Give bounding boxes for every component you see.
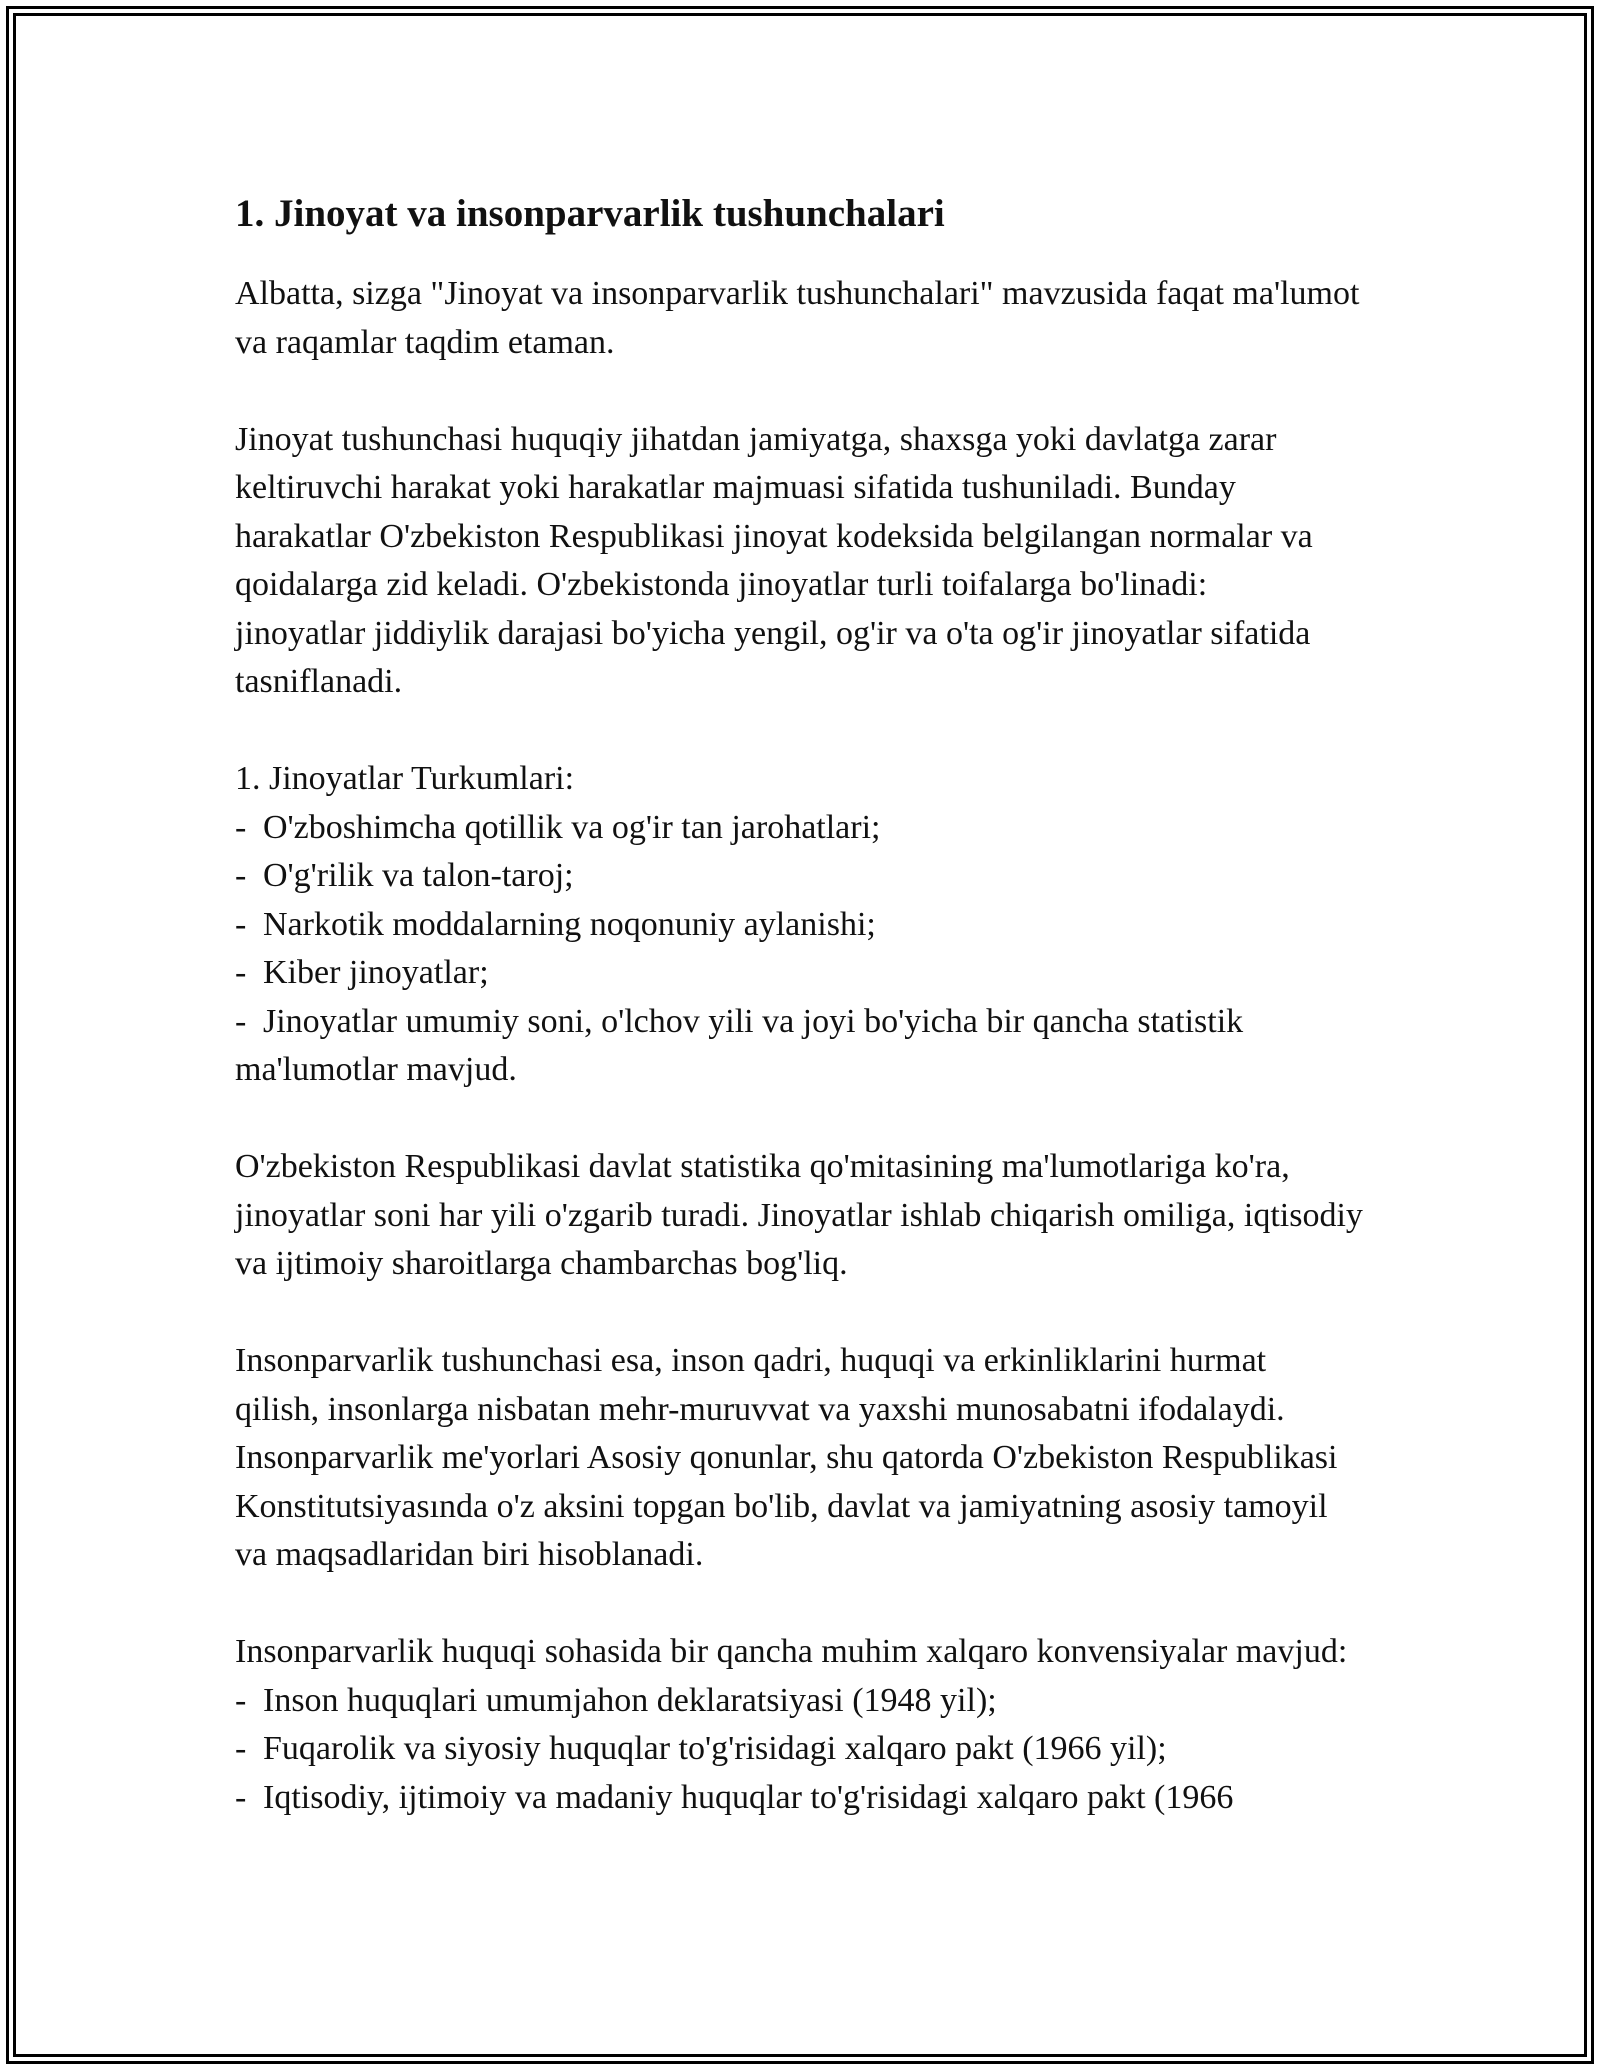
bullet-dash: - xyxy=(235,1730,247,1767)
document-title: 1. Jinoyat va insonparvarlik tushunchalari xyxy=(235,192,945,235)
conventions-intro: Insonparvarlik huquqi sohasida bir qancha muhim xalqaro konvensiyalar mavjud: xyxy=(235,1633,1348,1670)
conventions-list xyxy=(235,1677,1365,1823)
list-item-text: O'g'rilik va talon-taroj; xyxy=(263,857,574,894)
list-item-text: Narkotik moddalarning noqonuniy aylanishi; xyxy=(263,905,876,943)
crime-categories-list xyxy=(235,804,1365,1047)
bullet-dash: - xyxy=(235,954,247,991)
list-item xyxy=(235,1725,1365,1774)
paragraph-gap xyxy=(235,1580,1365,1629)
list-item-text: Iqtisodiy, ijtimoiy va madaniy huquqlar to'g'risidagi xalqaro pakt (1966 xyxy=(263,1778,1234,1816)
list-item xyxy=(235,949,1365,998)
bullet-dash: - xyxy=(235,857,247,894)
list-item xyxy=(235,852,1365,901)
bullet-dash: - xyxy=(235,1778,247,1816)
list-item xyxy=(235,998,1365,1047)
humanism-paragraph: Insonparvarlik tushunchasi esa, inson qadri, huquqi va erkinliklarini hurmat qilish, insonlarga nisbatan mehr-muruvvat va yaxshi munosabatni ifodalaydi. Insonparvarlik me'yorlari Asosiy qonunlar, shu qatorda O'zbekiston Respublikasi Konstitutsiyasında o'z aksini topgan bo'lib, davlat va jamiyatning asosiy tamoyil va maqsadlaridan biri hisoblanadi. xyxy=(235,1342,1338,1573)
bullet-dash: - xyxy=(235,1681,247,1719)
paragraph-gap xyxy=(235,707,1365,756)
list-item xyxy=(235,901,1365,950)
statistics-paragraph: O'zbekiston Respublikasi davlat statistika qo'mitasining ma'lumotlariga ko'ra, jinoyatlar soni har yili o'zgarib turadi. Jinoyatlar ishlab chiqarish omiliga, iqtisodiy va ijtimoiy sharoitlarga chambarchas bog'liq. xyxy=(235,1148,1363,1282)
paragraph-gap xyxy=(235,1095,1365,1144)
list-item-text: Inson huquqlari umumjahon deklaratsiyasi (1948 yil); xyxy=(263,1681,997,1719)
bullet-dash: - xyxy=(235,808,247,846)
list-item-text: Jinoyatlar umumiy soni, o'lchov yili va joyi bo'yicha bir qancha statistik xyxy=(263,1002,1244,1040)
paragraph-gap xyxy=(235,367,1365,416)
bullet-dash: - xyxy=(235,905,247,943)
crime-definition-paragraph: Jinoyat tushunchasi huquqiy jihatdan jamiyatga, shaxsga yoki davlatga zarar keltiruvchi harakat yoki harakatlar majmuasi sifatida tushuniladi. Bunday harakatlar O'zbekiston Respublikasi jinoyat kodeksida belgilangan normalar va qoidalarga zid keladi. O'zbekistonda jinoyatlar turli toifalarga bo'linadi: jinoyatlar jiddiylik darajasi bo'yicha yengil, og'ir va o'ta og'ir jinoyatlar sifatida tasniflanadi. xyxy=(235,420,1313,700)
list-item-text: Fuqarolik va siyosiy huquqlar to'g'risidagi xalqaro pakt (1966 yil); xyxy=(263,1730,1167,1767)
crime-categories-heading: 1. Jinoyatlar Turkumlari: xyxy=(235,760,575,797)
intro-paragraph: Albatta, sizga "Jinoyat va insonparvarlik tushunchalari" mavzusida faqat ma'lumot va raqamlar taqdim etaman. xyxy=(235,275,1360,361)
list-continuation: ma'lumotlar mavjud. xyxy=(235,1051,517,1088)
document-body xyxy=(235,188,1365,1822)
bullet-dash: - xyxy=(235,1002,247,1040)
list-item-text: Kiber jinoyatlar; xyxy=(263,954,489,991)
paragraph-gap xyxy=(235,1289,1365,1338)
list-item xyxy=(235,1677,1365,1726)
list-item-text: O'zboshimcha qotillik va og'ir tan jarohatlari; xyxy=(263,808,881,846)
list-item xyxy=(235,804,1365,853)
list-item xyxy=(235,1774,1365,1823)
